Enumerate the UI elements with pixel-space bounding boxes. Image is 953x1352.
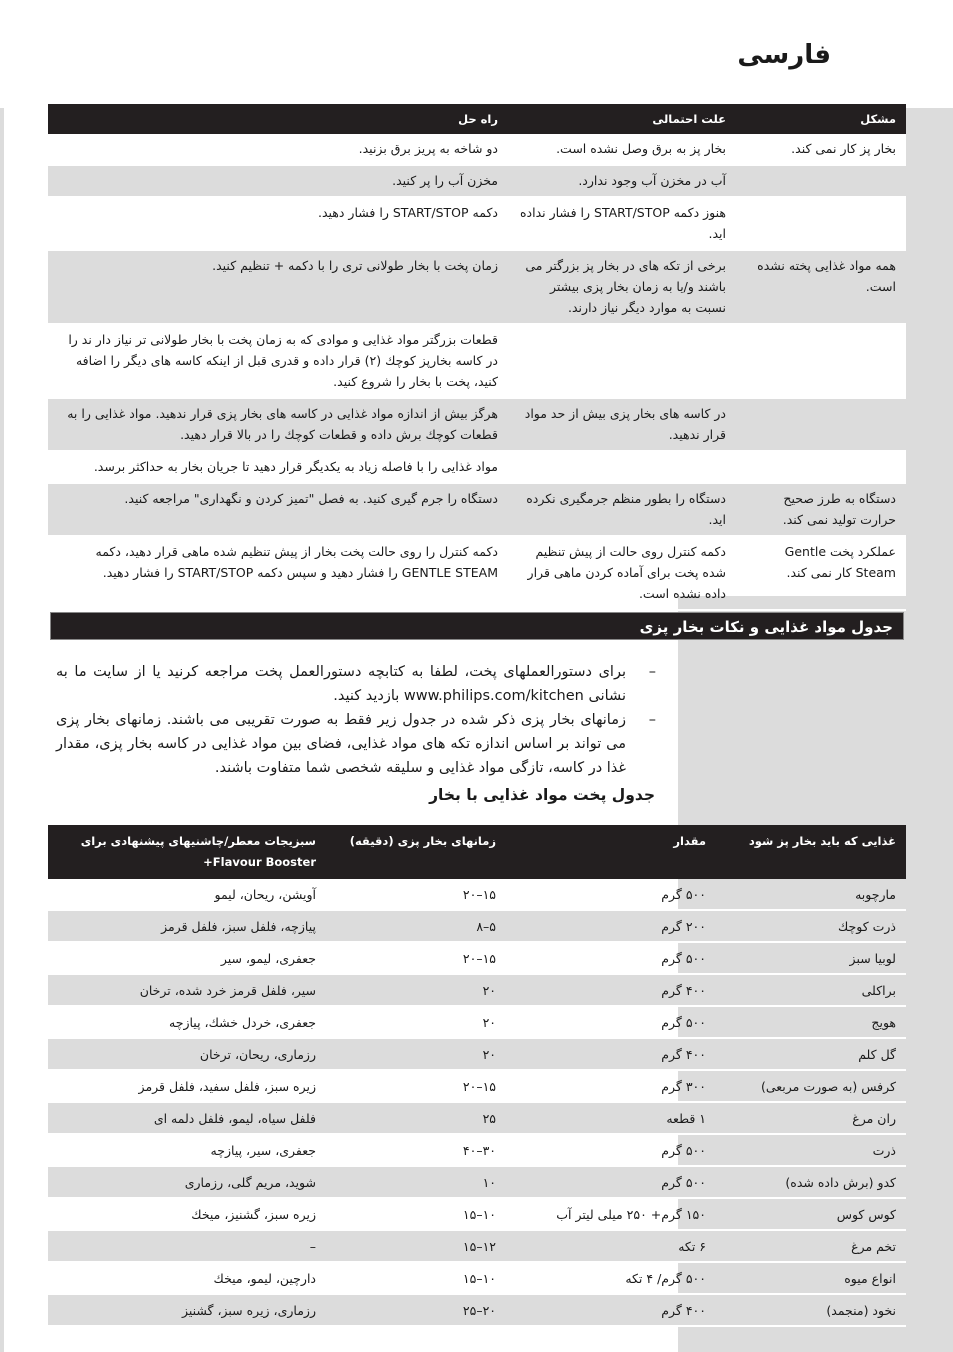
- cause-cell: در کاسه های بخار پزی بیش از حد مواد قرار ندهید.: [508, 398, 736, 451]
- time-cell: ۲۰: [326, 1006, 506, 1038]
- solution-cell: دکمه START/STOP را فشار دهید.: [48, 197, 508, 250]
- amount-cell: ۵۰۰ گرم/ ۴ تکه: [506, 1262, 716, 1294]
- time-cell: ۱۰: [326, 1166, 506, 1198]
- table-row: [48, 974, 906, 1006]
- food-cell: براکلی: [716, 974, 906, 1006]
- amount-cell: ۵۰۰ گرم: [506, 879, 716, 910]
- tip-item: [56, 708, 656, 780]
- problem-cell: دستگاه به طرز صحیح حرارت تولید نمی کند.: [736, 483, 906, 536]
- solution-cell: دو شاخه به پریز برق بزنید.: [48, 134, 508, 165]
- header-food: غذایی که باید بخار پز شود: [716, 825, 906, 879]
- problem-cell: همه مواد غذایی پخته نشده است.: [736, 250, 906, 324]
- table-row: [48, 483, 906, 536]
- cause-cell: برخی از تکه های در بخار پز بزرگتر می باشند و/یا به زمان بخار پزی بیشتر نسبت به موارد دیگر نیاز دارند.: [508, 250, 736, 324]
- table-row: [48, 536, 906, 610]
- table-row: [48, 1230, 906, 1262]
- cause-cell: [508, 451, 736, 483]
- herbs-cell: پیازچه، فلفل سبز، فلفل قرمز: [48, 910, 326, 942]
- amount-cell: ۶ تکه: [506, 1230, 716, 1262]
- table-row: [48, 1134, 906, 1166]
- table-row: [48, 1006, 906, 1038]
- herbs-cell: جعفری، لیمو، سیر: [48, 942, 326, 974]
- time-cell: ۳۰–۴۰: [326, 1134, 506, 1166]
- table-row: [48, 1166, 906, 1198]
- problem-cell: [736, 197, 906, 250]
- table-row: [48, 879, 906, 910]
- food-cell: ران مرغ: [716, 1102, 906, 1134]
- right-margin-strip: [906, 108, 953, 608]
- problem-cell: [736, 165, 906, 197]
- herbs-cell: سیر، فلفل قرمز خرد شده، ترخان: [48, 974, 326, 1006]
- amount-cell: ۱ قطعه: [506, 1102, 716, 1134]
- cause-cell: دکمه کنترل روی حالت از پیش تنظیم شده پخت برای آماده کردن ماهی قرار داده نشده است.: [508, 536, 736, 610]
- amount-cell: ۵۰۰ گرم: [506, 1166, 716, 1198]
- food-cell: لوبیا سبز: [716, 942, 906, 974]
- table-row: [48, 910, 906, 942]
- header-cause: علت احتمالی: [508, 104, 736, 134]
- problem-cell: [736, 451, 906, 483]
- food-cell: تخم مرغ: [716, 1230, 906, 1262]
- amount-cell: ۴۰۰ گرم: [506, 974, 716, 1006]
- cause-cell: هنوز دکمه START/STOP را فشار نداده اید.: [508, 197, 736, 250]
- food-table-title: جدول پخت مواد غذایی با بخار: [429, 786, 655, 804]
- herbs-cell: –: [48, 1230, 326, 1262]
- herbs-cell: رزماری، زیره سبز، گشنیز: [48, 1294, 326, 1326]
- troubleshooting-table: [48, 104, 906, 611]
- table-row: [48, 1038, 906, 1070]
- header-solution: راه حل: [48, 104, 508, 134]
- table-row: [48, 197, 906, 250]
- cause-cell: بخار پز به برق وصل نشده است.: [508, 134, 736, 165]
- time-cell: ۲۰: [326, 1038, 506, 1070]
- food-cell: انواع میوه: [716, 1262, 906, 1294]
- amount-cell: ۵۰۰ گرم: [506, 942, 716, 974]
- time-cell: ۲۰–۲۵: [326, 1294, 506, 1326]
- solution-cell: مواد غذایی را با فاصله زیاد به یکدیگر قرار دهید تا جریان بخار به حداکثر برسد.: [48, 451, 508, 483]
- herbs-cell: زیره سبز، فلفل سفید، فلفل قرمز: [48, 1070, 326, 1102]
- time-cell: ۱۲–۱۵: [326, 1230, 506, 1262]
- time-cell: ۱۰–۱۵: [326, 1198, 506, 1230]
- solution-cell: زمان پخت با بخار طولانی تری را با دکمه + تنظیم کنید.: [48, 250, 508, 324]
- herbs-cell: فلفل سیاه، لیمو، فلفل دلمه ای: [48, 1102, 326, 1134]
- food-cell: هویج: [716, 1006, 906, 1038]
- table-row: [48, 324, 906, 398]
- table-row: [48, 1294, 906, 1326]
- cause-cell: دستگاه را بطور منظم جرمگیری نکرده اید.: [508, 483, 736, 536]
- food-cell: مارچوبه: [716, 879, 906, 910]
- herbs-cell: دارچین، لیمو، میخك: [48, 1262, 326, 1294]
- table-row: [48, 1262, 906, 1294]
- herbs-cell: جعفری، خردل خشك، پیازچه: [48, 1006, 326, 1038]
- table-row: [48, 1102, 906, 1134]
- table-row: [48, 942, 906, 974]
- food-cell: کوس کوس: [716, 1198, 906, 1230]
- herbs-cell: شوید، مریم گلی، رزماری: [48, 1166, 326, 1198]
- food-cell: گل کلم: [716, 1038, 906, 1070]
- time-cell: ۱۰–۱۵: [326, 1262, 506, 1294]
- herbs-cell: آویشن، ریحان، لیمو: [48, 879, 326, 910]
- tip-text: زمانهای بخار پزی ذکر شده در جدول زیر فقط به صورت تقریبی می باشند. زمانهای بخار پزی می تواند بر اساس اندازه تکه های مواد غذایی، فضای بین مواد غذایی در کاسه بخار پزی، مقدار غذا در کاسه، تازگی مواد غذایی و سلیقه شخصی شما متفاوت باشند.: [56, 712, 626, 776]
- header-herbs: سبزیجات معطر/چاشنیهای پیشنهادی برای Flavour Booster+: [48, 825, 326, 879]
- troubleshooting-header-row: [48, 104, 906, 134]
- herbs-cell: زیره سبز، گشنیز، میخك: [48, 1198, 326, 1230]
- header-problem: مشکل: [736, 104, 906, 134]
- food-cell: ذرت کوچك: [716, 910, 906, 942]
- food-cell: ذرت: [716, 1134, 906, 1166]
- problem-cell: بخار پز کار نمی کند.: [736, 134, 906, 165]
- problem-cell: [736, 324, 906, 398]
- tip-item: [56, 660, 656, 708]
- food-header-row: [48, 825, 906, 879]
- dash-bullet: –: [648, 712, 656, 728]
- time-cell: ۱۵–۲۰: [326, 879, 506, 910]
- amount-cell: ۴۰۰ گرم: [506, 1294, 716, 1326]
- food-steaming-table: [48, 825, 906, 1327]
- section-heading: جدول مواد غذایی و نکات بخار پزی: [50, 612, 904, 640]
- problem-cell: عملکرد پخت Gentle Steam کار نمی کند.: [736, 536, 906, 610]
- solution-cell: دکمه کنترل را روی حالت پخت بخار از پیش تنظیم شده ماهی قرار دهید، دکمه GENTLE STEAM را فشار دهید و سپس دکمه START/STOP را فشار دهید.: [48, 536, 508, 610]
- solution-cell: دستگاه را جرم گیری کنید. به فصل "تمیز کردن و نگهداری" مراجعه کنید.: [48, 483, 508, 536]
- table-row: [48, 250, 906, 324]
- solution-cell: قطعات بزرگتر مواد غذایی و موادی که به زمان پخت با بخار طولانی تر نیاز دار ند را در کاسه بخارپز کوچك (۲) قرار داده و قدری قبل از اینکه کاسه های دیگر را اضافه کنید، پخت با بخار را شروع کنید.: [48, 324, 508, 398]
- solution-cell: هرگز بیش از اندازه مواد غذایی در کاسه های بخار پزی قرار ندهید. مواد غذایی را به قطعات کوچك برش داده و قطعات کوچك را در بالا قرار دهید.: [48, 398, 508, 451]
- time-cell: ۲۵: [326, 1102, 506, 1134]
- table-row: [48, 398, 906, 451]
- dash-bullet: –: [648, 664, 656, 680]
- food-cell: کدو (برش داده شده): [716, 1166, 906, 1198]
- table-row: [48, 1070, 906, 1102]
- amount-cell: ۴۰۰ گرم: [506, 1038, 716, 1070]
- food-cell: کرفس (به صورت مربعی): [716, 1070, 906, 1102]
- time-cell: ۲۰: [326, 974, 506, 1006]
- table-row: [48, 1198, 906, 1230]
- left-margin-strip: [0, 108, 4, 1352]
- food-cell: نخود (منجمد): [716, 1294, 906, 1326]
- cause-cell: آب در مخزن آب وجود ندارد.: [508, 165, 736, 197]
- amount-cell: ۱۵۰ گرم+ ۲۵۰ میلی لیتر آب: [506, 1198, 716, 1230]
- amount-cell: ۲۰۰ گرم: [506, 910, 716, 942]
- amount-cell: ۳۰۰ گرم: [506, 1070, 716, 1102]
- table-row: [48, 134, 906, 165]
- time-cell: ۵–۸: [326, 910, 506, 942]
- tip-text: برای دستورالعملهای پخت، لطفا به کتابچه دستورالعمل پخت مراجعه کرنید یا از سایت ما به نشانی www.philips.com/kitchen بازدید کنید.: [56, 664, 626, 704]
- cause-cell: [508, 324, 736, 398]
- page-title: فارسی: [737, 40, 831, 70]
- header-amount: مقدار: [506, 825, 716, 879]
- herbs-cell: رزماری، ریحان، ترخان: [48, 1038, 326, 1070]
- solution-cell: مخزن آب را پر کنید.: [48, 165, 508, 197]
- tips-list: [56, 660, 656, 780]
- amount-cell: ۵۰۰ گرم: [506, 1006, 716, 1038]
- header-time: زمانهای بخار پزی (دقیقه): [326, 825, 506, 879]
- time-cell: ۱۵–۲۰: [326, 942, 506, 974]
- time-cell: ۱۵–۲۰: [326, 1070, 506, 1102]
- problem-cell: [736, 398, 906, 451]
- table-row: [48, 451, 906, 483]
- table-row: [48, 165, 906, 197]
- herbs-cell: جعفری، سیر، پیازچه: [48, 1134, 326, 1166]
- amount-cell: ۵۰۰ گرم: [506, 1134, 716, 1166]
